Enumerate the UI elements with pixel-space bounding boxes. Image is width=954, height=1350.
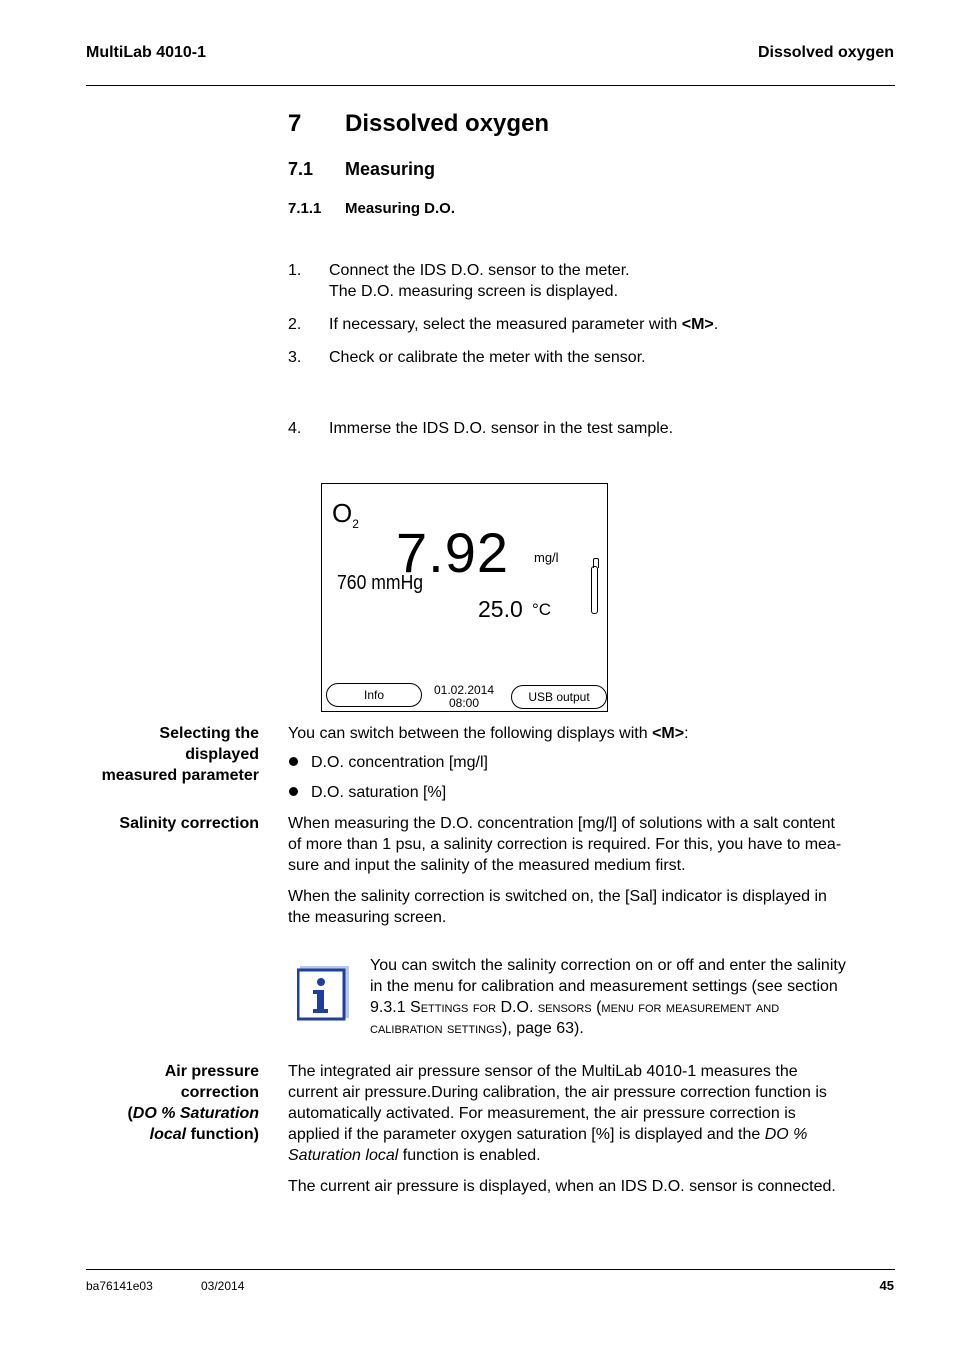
display-pressure: 760 mmHg	[337, 572, 424, 594]
info-icon	[297, 966, 349, 1021]
salinity-paragraph-2: When the salinity correction is switched on, the [Sal] indicator is displayed in the measuring screen.	[288, 888, 827, 926]
bullet-item: D.O. concentration [mg/l]	[311, 754, 488, 771]
side-label-air-pressure: Air pressure correction (DO % Saturation local function)	[127, 1063, 259, 1143]
running-header-section: Dissolved oxygen	[757, 44, 894, 61]
display-unit: mg/l	[534, 550, 559, 565]
display-parameter: $O_2$	[332, 498, 359, 532]
usb-output-softkey[interactable]: USB output	[511, 685, 607, 709]
chapter-title: Dissolved oxygen	[345, 110, 550, 137]
step-4-number: 4.	[288, 420, 302, 437]
side-label-salinity: Salinity correction	[119, 815, 259, 832]
side-label-selecting: Selecting the displayed measured parameter	[101, 725, 259, 784]
meter-display	[321, 483, 608, 712]
section-title: Measuring	[345, 159, 436, 179]
air-pressure-paragraph-1: The integrated air pressure sensor of the MultiLab 4010-1 measures the current air pressure.During calibration, the air pressure correction function is automatically activated. For measurement, the air pressure correction is applied if the parameter oxygen saturation [%] is displayed and the DO % Saturation local function is enabled.	[288, 1063, 827, 1164]
bullet-icon	[289, 757, 298, 766]
salinity-note: You can switch the salinity correction on or off and enter the salinity in the menu for calibration and measurement settings (see section 9.3.1 Settings for D.O. sensors (menu for measurement and calibration settings), page 63).	[370, 957, 846, 1037]
running-header-title: MultiLab 4010-1	[86, 44, 207, 61]
step-2-text: If necessary, select the measured parameter with <M>.	[329, 316, 719, 333]
air-pressure-paragraph-2: The current air pressure is displayed, when an IDS D.O. sensor is connected.	[288, 1178, 836, 1195]
selecting-intro: You can switch between the following displays with <M>:	[288, 725, 689, 742]
step-1-number: 1.	[288, 262, 302, 279]
salinity-paragraph-1: When measuring the D.O. concentration [mg/l] of solutions with a salt content of more than 1 psu, a salinity correction is required. For this, you have to mea- sure and input the salinity of the measured medium first.	[288, 815, 842, 874]
chapter-number: 7	[288, 110, 302, 137]
footer-rule	[86, 1269, 895, 1270]
thermometer-icon	[591, 566, 598, 614]
header-rule	[86, 85, 895, 86]
step-3-number: 3.	[288, 349, 302, 366]
subsection-title: Measuring D.O.	[345, 200, 456, 217]
section-number: 7.1	[288, 159, 314, 179]
bullet-item: D.O. saturation [%]	[311, 784, 447, 801]
display-temperature-unit: °C	[532, 600, 552, 619]
footer-doc-number: ba76141e03	[86, 1279, 153, 1293]
info-softkey[interactable]: Info	[326, 683, 422, 707]
page-number: 45	[879, 1278, 894, 1293]
step-1-text: Connect the IDS D.O. sensor to the meter. The D.O. measuring screen is displayed.	[329, 262, 630, 300]
display-datetime: 01.02.2014 08:00	[433, 683, 495, 710]
display-main-value: 7.92	[396, 521, 509, 584]
step-3-text: Check or calibrate the meter with the sensor.	[329, 349, 646, 366]
footer-date: 03/2014	[201, 1279, 245, 1293]
bullet-icon	[289, 787, 298, 796]
step-2-number: 2.	[288, 316, 302, 333]
display-temperature: 25.0	[478, 596, 523, 622]
step-4-text: Immerse the IDS D.O. sensor in the test sample.	[329, 420, 674, 437]
subsection-number: 7.1.1	[288, 200, 322, 217]
